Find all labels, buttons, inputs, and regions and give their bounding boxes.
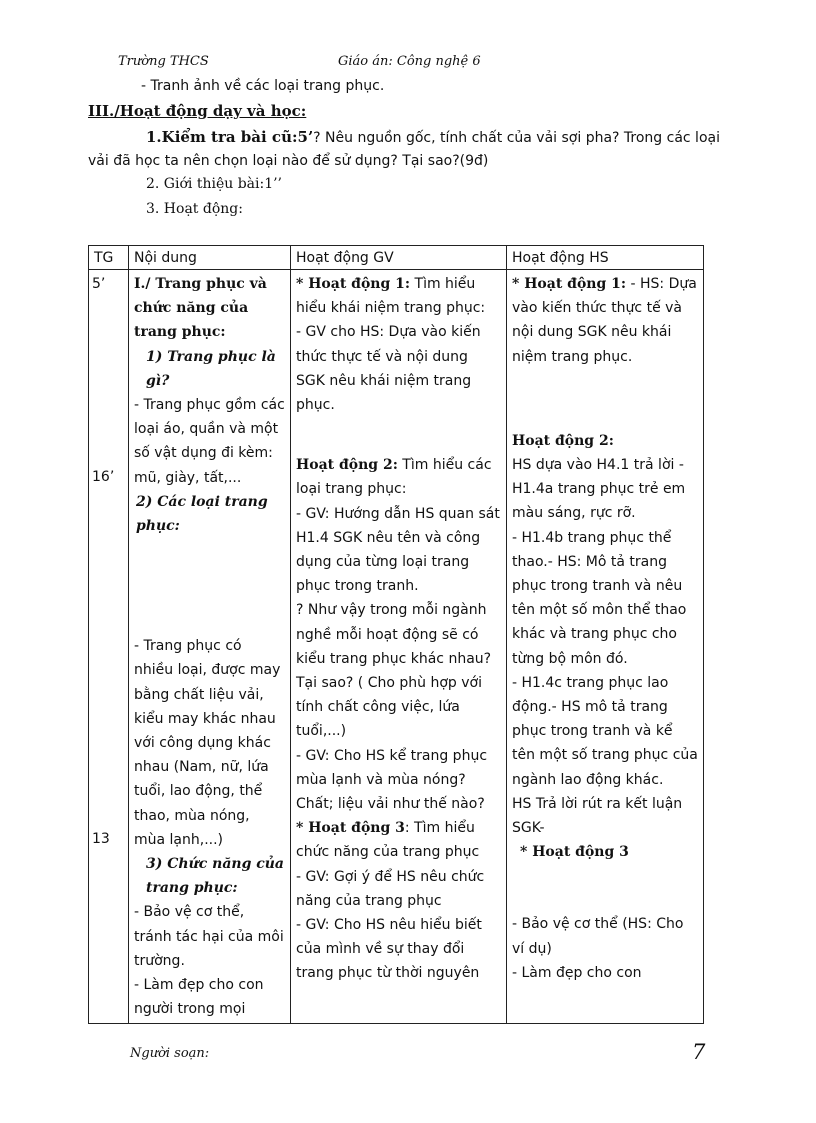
table-header-row	[89, 246, 704, 270]
tg-2: 16’	[92, 469, 115, 486]
content-para-3: - Bảo vệ cơ thể, tránh tác hại của môi trường.	[134, 904, 284, 969]
student-activity-2-label: Hoạt động 2:	[512, 432, 614, 449]
teacher-activity-2-text: Tìm hiểu các loại trang phục:	[296, 457, 492, 498]
intro-item: 2. Giới thiệu bài:1’’	[146, 176, 283, 192]
lesson-table	[88, 245, 704, 1024]
student-activity-1-label: * Hoạt động 1:	[512, 276, 627, 292]
section-title: III./Hoạt động dạy và học:	[88, 102, 307, 120]
student-activity-2-para-4: HS Trả lời rút ra kết luận SGK-	[512, 795, 683, 837]
materials-line: - Tranh ảnh về các loại trang phục.	[141, 78, 385, 94]
teacher-activity-3-para-1: - GV: Gợi ý để HS nêu chức năng của trang phục	[296, 868, 485, 909]
teacher-activity-2-para-2: ? Như vậy trong mỗi ngành nghề mỗi hoạt động sẽ có kiểu trang phục khác nhau? Tại sao? ( Cho phù hợp với tính chất công việc, lứa tuổi,...)	[296, 602, 492, 740]
header-tg: TG	[89, 246, 129, 270]
student-activity-3-label: * Hoạt động 3	[520, 844, 629, 861]
content-subheading-1: 1) Trang phục là gì?	[146, 348, 276, 389]
tg-column	[89, 270, 129, 1024]
check-label: 1.Kiểm tra bài cũ:5’	[146, 128, 314, 146]
content-heading-1: I./ Trang phục và chức năng của trang phục:	[134, 276, 267, 341]
teacher-activity-1-text: Tìm hiểu hiểu khái niệm trang phục:	[296, 276, 486, 317]
header-gv: Hoạt động GV	[291, 246, 507, 270]
page-number: 7	[692, 1040, 706, 1064]
teacher-activity-3	[296, 816, 501, 864]
check-text-2: vải đã học ta nên chọn loại nào để sử dụng? Tại sao?(9đ)	[88, 153, 489, 169]
tg-1: 5’	[92, 276, 106, 292]
student-activity-2-para-1: HS dựa vào H4.1 trả lời - H1.4a trang phục trẻ em màu sáng, rực rỡ.	[512, 457, 686, 522]
content-column	[129, 270, 291, 1024]
tg-3: 13	[92, 831, 110, 848]
header-school: Trường THCS	[118, 54, 209, 69]
student-activity-1-text: - HS: Dựa vào kiến thức thực tế và nội dung SGK nêu khái niệm trang phục.	[512, 276, 697, 365]
teacher-activity-3-label: * Hoạt động 3	[296, 820, 405, 837]
teacher-activity-1-label: * Hoạt động 1:	[296, 276, 411, 292]
content-para-2: - Trang phục có nhiều loại, được may bằng chất liệu vải, kiểu may khác nhau với công dụng khác nhau (Nam, nữ, lứa tuổi, lao động, thể thao, mùa nóng, mùa lạnh,...)	[134, 638, 281, 848]
teacher-activity-1-para: - GV cho HS: Dựa vào kiến thức thực tế và nội dung SGK nêu khái niệm trang phục.	[296, 324, 481, 414]
teacher-column	[291, 270, 507, 1024]
content-para-4: - Làm đẹp cho con người trong mọi	[134, 977, 264, 1018]
table-body-row	[89, 270, 704, 1024]
content-para-1: - Trang phục gồm các loại áo, quần và một số vật dụng đi kèm: mũ, giày, tất,...	[134, 397, 285, 486]
check-line	[146, 128, 720, 146]
teacher-activity-2	[296, 453, 501, 501]
student-column	[507, 270, 704, 1024]
header-nd: Nội dung	[129, 246, 291, 270]
content-subheading-2: 2) Các loại trang phục:	[136, 493, 268, 535]
content-subheading-3: 3) Chức năng của trang phục:	[146, 856, 285, 897]
teacher-activity-1	[296, 272, 501, 320]
check-text: ? Nêu nguồn gốc, tính chất của vải sợi pha? Trong các loại	[313, 130, 720, 146]
teacher-activity-3-para-2: - GV: Cho HS nêu hiểu biết của mình về sự thay đổi trang phục từ thời nguyên	[296, 917, 482, 982]
activity-item: 3. Hoạt động:	[146, 201, 243, 217]
teacher-activity-2-label: Hoạt động 2:	[296, 457, 398, 474]
teacher-activity-2-para-1: - GV: Hướng dẫn HS quan sát H1.4 SGK nêu tên và công dụng của từng loại trang phục trong tranh.	[296, 505, 500, 595]
student-activity-3-para-2: - Làm đẹp cho con	[512, 964, 642, 981]
footer-author: Người soạn:	[130, 1046, 210, 1061]
student-activity-2-para-3: - H1.4c trang phục lao động.- HS mô tả trang phục trong tranh và kể tên một số trang phục của ngành lao động khác.	[512, 674, 698, 788]
student-activity-1	[512, 272, 698, 369]
header-hs: Hoạt động HS	[507, 246, 704, 270]
teacher-activity-3-text: : Tìm hiểu chức năng của trang phục	[296, 820, 480, 861]
teacher-activity-2-para-3: - GV: Cho HS kể trang phục mùa lạnh và mùa nóng? Chất; liệu vải như thế nào?	[296, 747, 488, 813]
student-activity-2-para-2: - H1.4b trang phục thể thao.- HS: Mô tả trang phục trong tranh và nêu tên một số môn thể thao khác và trang phục cho từng bộ môn đó.	[512, 529, 687, 667]
header-subject: Giáo án: Công nghệ 6	[338, 54, 481, 69]
student-activity-3-para-1: - Bảo vệ cơ thể (HS: Cho ví dụ)	[512, 916, 684, 957]
